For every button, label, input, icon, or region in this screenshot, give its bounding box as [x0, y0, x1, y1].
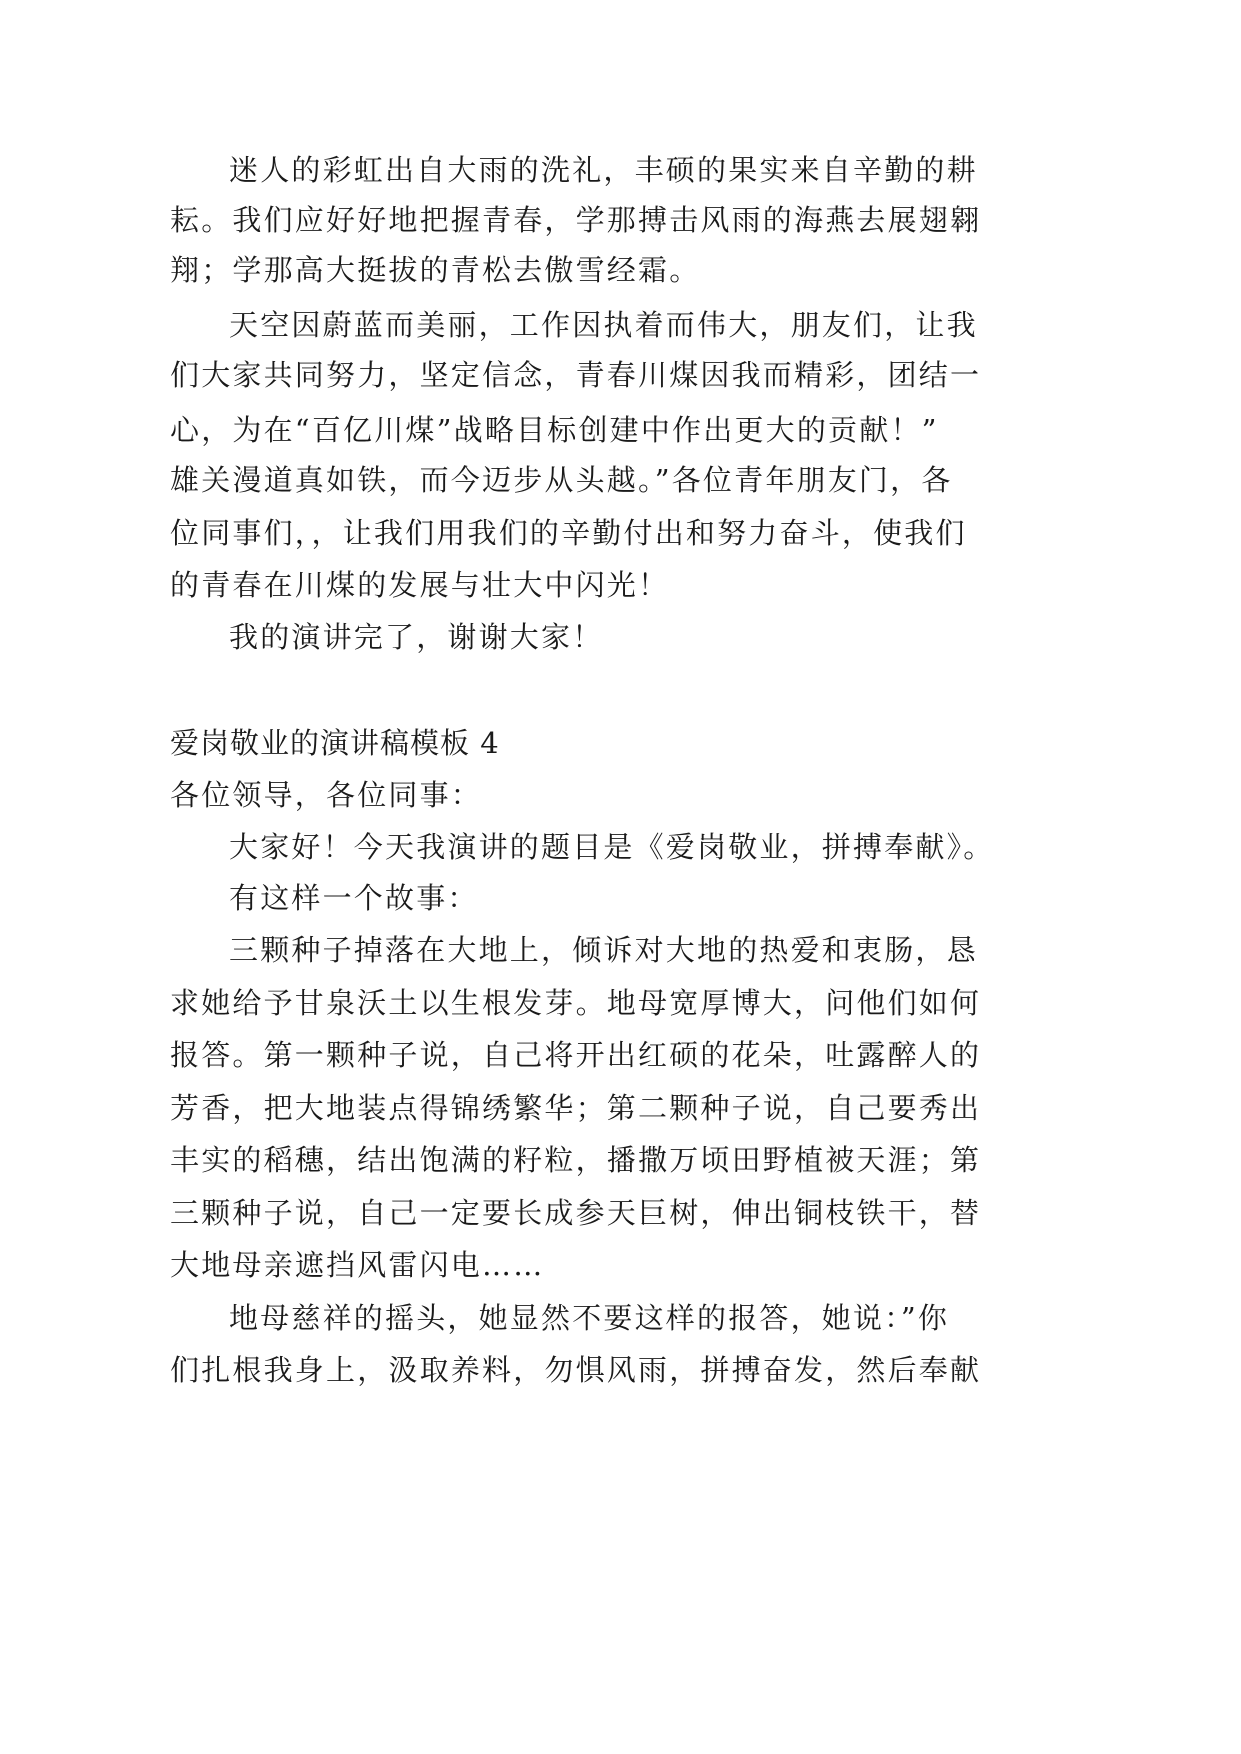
text-line: 们扎根我身上，汲取养料，勿惧风雨，拼搏奋发，然后奉献 [170, 1353, 982, 1387]
text-line: 我的演讲完了，谢谢大家！ [229, 620, 604, 654]
text-line: 们大家共同努力，坚定信念，青春川煤因我而精彩，团结一 [170, 358, 982, 392]
text-line: 地母慈祥的摇头，她显然不要这样的报答，她说：”你 [229, 1301, 950, 1335]
text-line: 的青春在川煤的发展与壮大中闪光！ [170, 568, 670, 602]
text-line: 三颗种子掉落在大地上，倾诉对大地的热爱和衷肠，恳 [229, 933, 978, 967]
text-line: 三颗种子说，自己一定要长成参天巨树，伸出铜枝铁干，替 [170, 1196, 982, 1230]
text-line: 雄关漫道真如铁，而今迈步从头越。”各位青年朋友门，各 [170, 463, 953, 497]
text-line: 求她给予甘泉沃土以生根发芽。地母宽厚博大，问他们如何 [170, 986, 982, 1020]
text-line: 耘。我们应好好地把握青春，学那搏击风雨的海燕去展翅翱 [170, 203, 982, 237]
section-heading: 爱岗敬业的演讲稿模板 4 [170, 726, 500, 760]
text-line: 心，为在“百亿川煤”战略目标创建中作出更大的贡献！” [170, 413, 939, 447]
text-line: 迷人的彩虹出自大雨的洗礼，丰硕的果实来自辛勤的耕 [229, 153, 978, 187]
text-line: 有这样一个故事： [229, 881, 479, 915]
text-line: 芳香，把大地装点得锦绣繁华；第二颗种子说，自己要秀出 [170, 1091, 982, 1125]
text-line: 大家好！今天我演讲的题目是《爱岗敬业，拼搏奉献》。 [229, 830, 995, 864]
text-line: 丰实的稻穗，结出饱满的籽粒，播撒万顷田野植被天涯；第 [170, 1143, 982, 1177]
text-line: 天空因蔚蓝而美丽，工作因执着而伟大，朋友们，让我 [229, 308, 978, 342]
text-line: 大地母亲遮挡风雷闪电…… [170, 1248, 545, 1282]
text-line: 位同事们，，让我们用我们的辛勤付出和努力奋斗，使我们 [170, 516, 967, 550]
text-line: 翔；学那高大挺拔的青松去傲雪经霜。 [170, 253, 701, 287]
text-line: 报答。第一颗种子说，自己将开出红硕的花朵，吐露醉人的 [170, 1038, 982, 1072]
salutation: 各位领导，各位同事： [170, 778, 483, 812]
